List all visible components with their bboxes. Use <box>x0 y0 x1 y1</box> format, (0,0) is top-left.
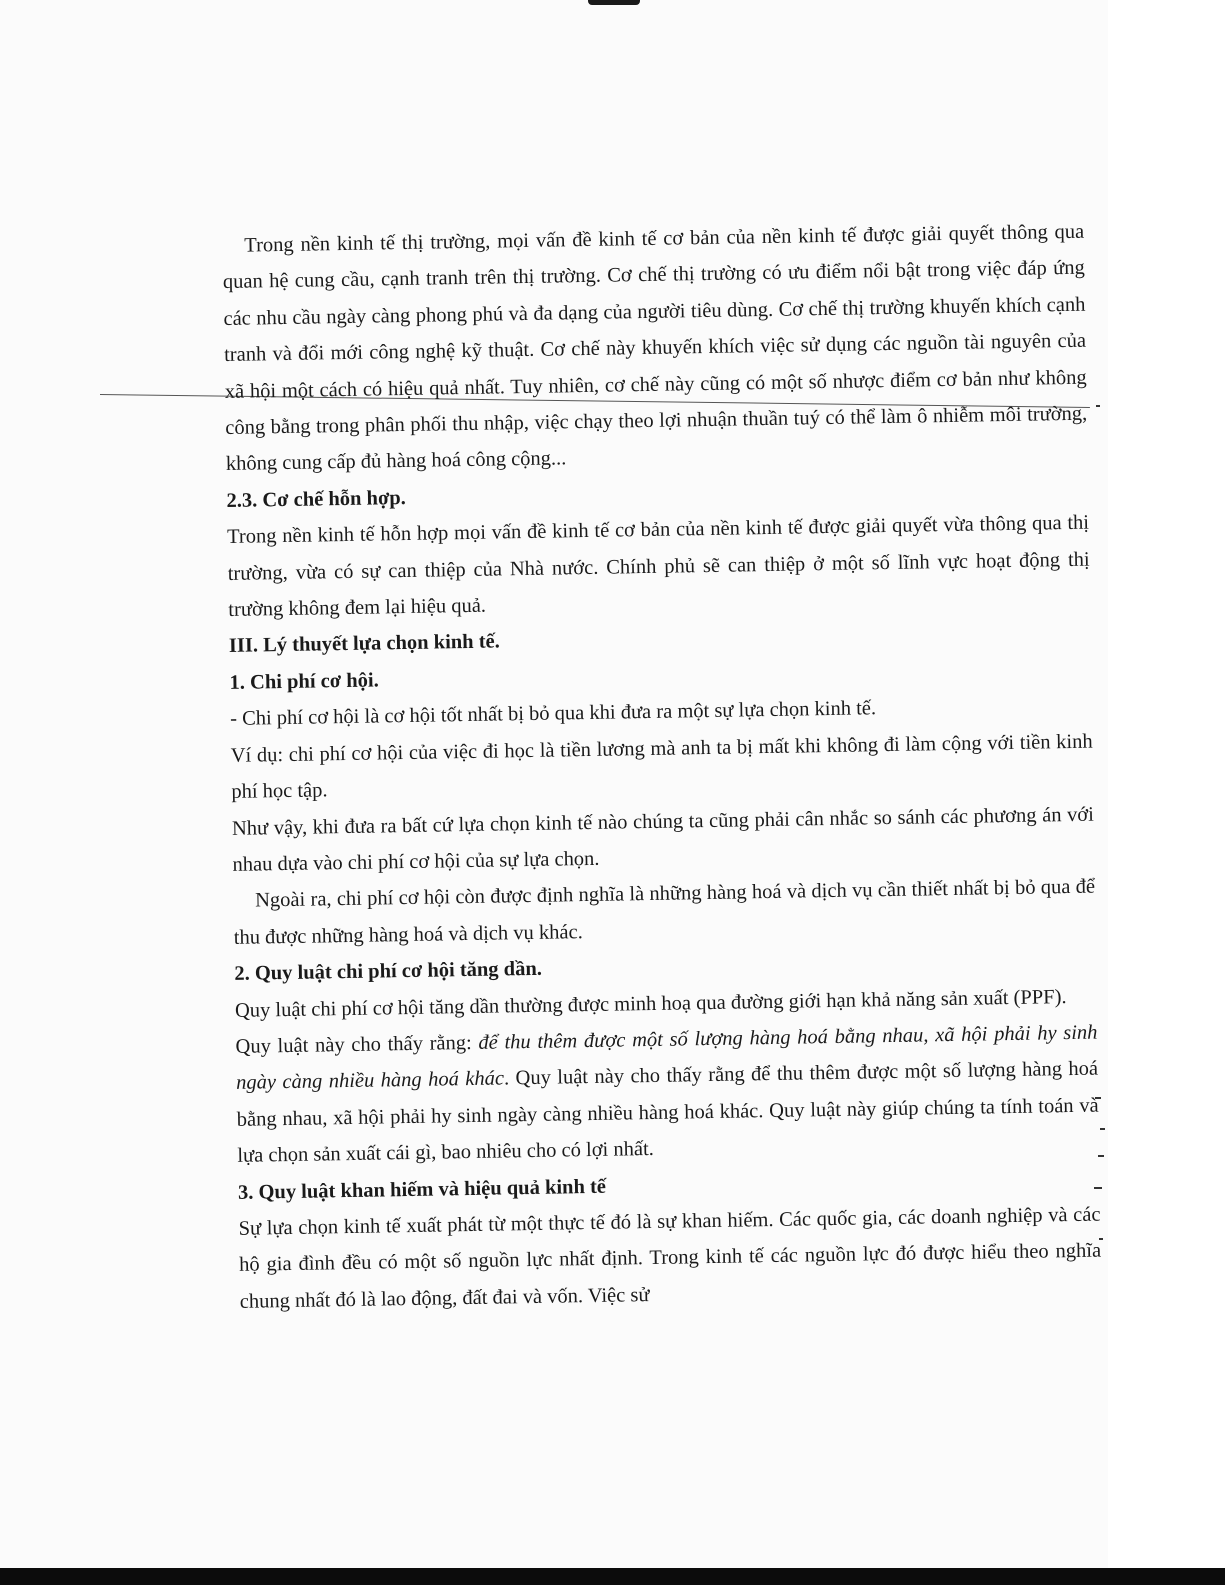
scan-speck <box>1100 1128 1105 1130</box>
scan-speck <box>1096 405 1100 407</box>
law-intro-text: Quy luật này cho thấy rằng: <box>235 1031 479 1058</box>
paragraph-law <box>235 1015 1099 1175</box>
scan-bottom-edge <box>0 1568 1225 1585</box>
heading-increasing-opportunity-cost: 2. Quy luật chi phí cơ hội tăng dần. <box>234 957 543 986</box>
heading-economic-choice-theory: III. Lý thuyết lựa chọn kinh tế. <box>228 630 500 658</box>
binding-mark <box>588 0 640 5</box>
paragraph-mixed-mechanism: Trong nền kinh tế hỗn hợp mọi vấn đề kinh tế cơ bản của nền kinh tế được giải quyết vừa thông qua thị trường, vừa có sự can thiệp của Nhà nước. Chính phủ sẽ can thiệp ở một số lĩnh vực hoạt động thị trường không đem lại hiệu quả. <box>226 511 1090 622</box>
paragraph-scarcity: Sự lựa chọn kinh tế xuất phát từ một thực tế đó là sự khan hiếm. Các quốc gia, các doanh nghiệp và các hộ gia đình đều có một số nguồn lực nhất định. Trong kinh tế các nguồn lực đó được hiểu theo nghĩa chung nhất đó là lao động, đất đai và vốn. Việc sử <box>238 1203 1102 1313</box>
law-italic-text: để thu thêm được một số lượng hàng hoá bằng nhau, xã hội phải hy sinh ngày càng nhiều hàng hoá khác <box>235 1021 1098 1095</box>
heading-mixed-mechanism: 2.3. Cơ chế hỗn hợp. <box>226 486 407 512</box>
page-text <box>222 214 1102 1320</box>
paragraph-opportunity-cost-definition: - Chi phí cơ hội là cơ hội tốt nhất bị bỏ qua khi đưa ra một sự lựa chọn kinh tế. <box>229 697 877 731</box>
paragraph-market-mechanism: Trong nền kinh tế thị trường, mọi vấn đề kinh tế cơ bản của nền kinh tế được giải quyết thông qua quan hệ cung cầu, cạnh tranh trên thị trường. Cơ chế thị trường có ưu điểm nổi bật trong việc đáp ứng các nhu cầu ngày càng phong phú và đa dạng của người tiêu dùng. Cơ chế thị trường khuyến khích cạnh tranh và đổi mới công nghệ kỹ thuật. Cơ chế này khuyến khích việc sử dụng các nguồn tài nguyên của xã hội một cách có hiệu quả nhất. Tuy nhiên, cơ chế này cũng có một số nhược điểm cơ bản như không công bằng trong phân phối thu nhập, việc chạy theo lợi nhuận thuần tuý có thể làm ô nhiễm môi trường, không cung cấp đủ hàng hoá công cộng... <box>222 220 1088 476</box>
heading-opportunity-cost: 1. Chi phí cơ hội. <box>229 669 379 694</box>
paragraph-opportunity-cost-alternative: Ngoài ra, chi phí cơ hội còn được định nghĩa là những hàng hoá và dịch vụ cần thiết nhất bị bỏ qua để thu được những hàng hoá và dịch vụ khác. <box>233 875 1096 949</box>
law-rest-text: . Quy luật này cho thấy rằng để thu thêm được một số lượng hàng hoá bằng nhau, xã hội phải hy sinh ngày càng nhiều hàng hoá khác. Quy luật này giúp chúng ta tính toán và lựa chọn sản xuất cái gì, bao nhiêu cho có lợi nhất. <box>236 1057 1099 1168</box>
paragraph-opportunity-cost-comparison: Như vậy, khi đưa ra bất cứ lựa chọn kinh tế nào chúng ta cũng phải cân nhắc so sánh các phương án với nhau dựa vào chi phí cơ hội của sự lựa chọn. <box>231 803 1095 876</box>
heading-scarcity-efficiency: 3. Quy luật khan hiếm và hiệu quả kinh tế <box>237 1175 607 1204</box>
page-edge-right <box>1108 0 1225 1585</box>
paragraph-opportunity-cost-example: Ví dụ: chi phí cơ hội của việc đi học là tiền lương mà anh ta bị mất khi không đi làm cộng với tiền kinh phí học tập. <box>230 730 1093 804</box>
paragraph-ppf: Quy luật chi phí cơ hội tăng dần thường được minh hoạ qua đường giới hạn khả năng sản xuất (PPF). <box>234 985 1067 1022</box>
